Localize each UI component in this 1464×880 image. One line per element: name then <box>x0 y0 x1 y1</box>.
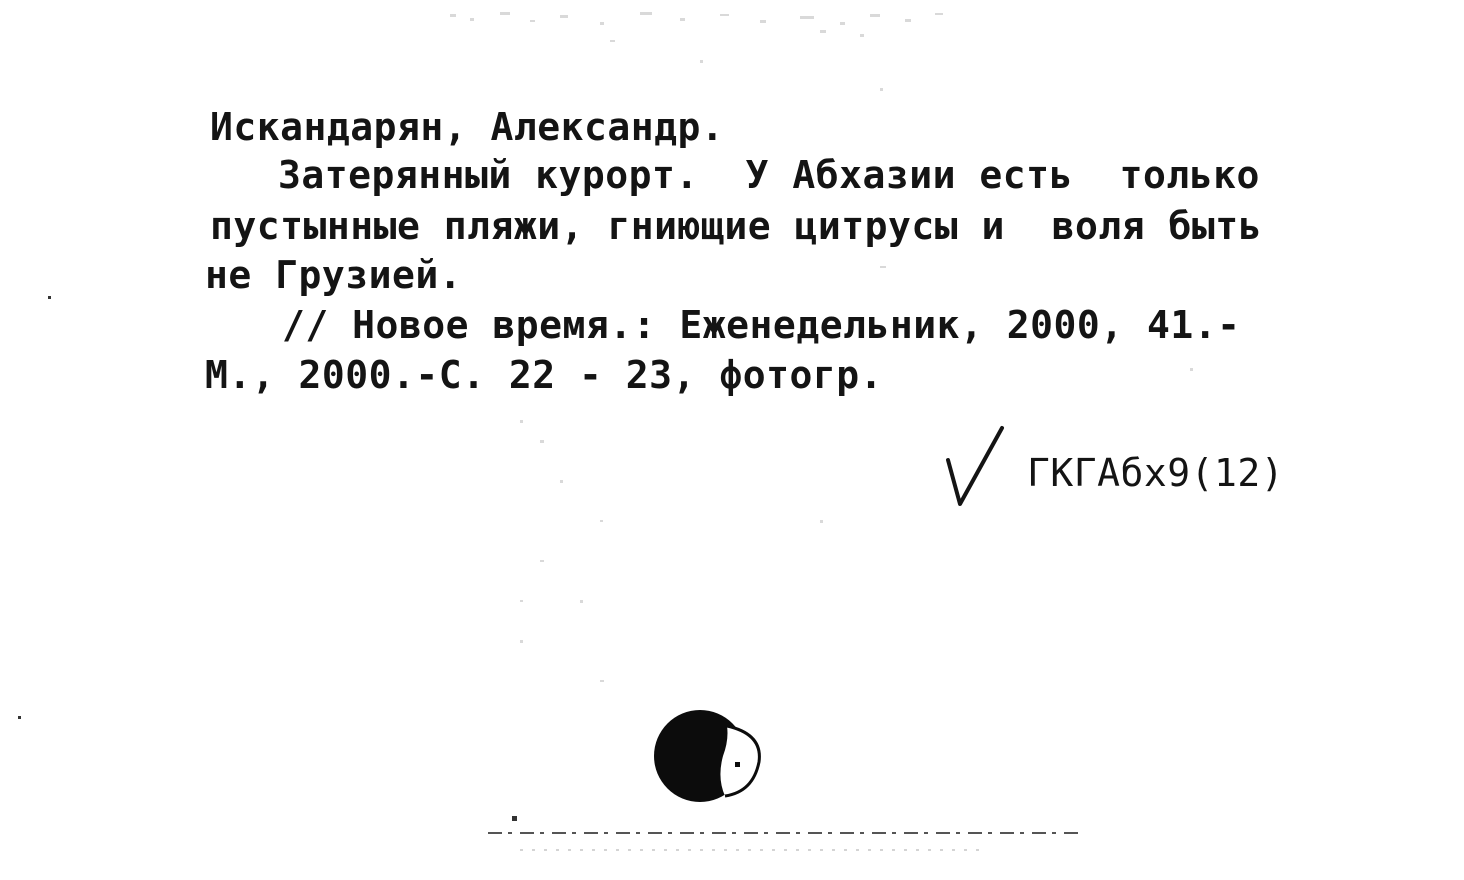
source-line-2: М., 2000.-С. 22 - 23, фотогр. <box>205 353 883 397</box>
source-line-1: // Новое время.: Еженедельник, 2000, 41.- <box>282 303 1241 347</box>
punch-hole <box>645 700 775 810</box>
checkmark-icon <box>940 420 1010 510</box>
title-line-3: не Грузией. <box>205 253 463 297</box>
shelf-mark: ГКГАбх9(12) <box>1027 451 1285 495</box>
title-line-1: Затерянный курорт. У Абхазии есть только <box>278 153 1260 197</box>
title-line-2: пустынные пляжи, гниющие цитрусы и воля быть <box>210 204 1263 248</box>
author-line: Искандарян, Александр. <box>210 105 725 149</box>
